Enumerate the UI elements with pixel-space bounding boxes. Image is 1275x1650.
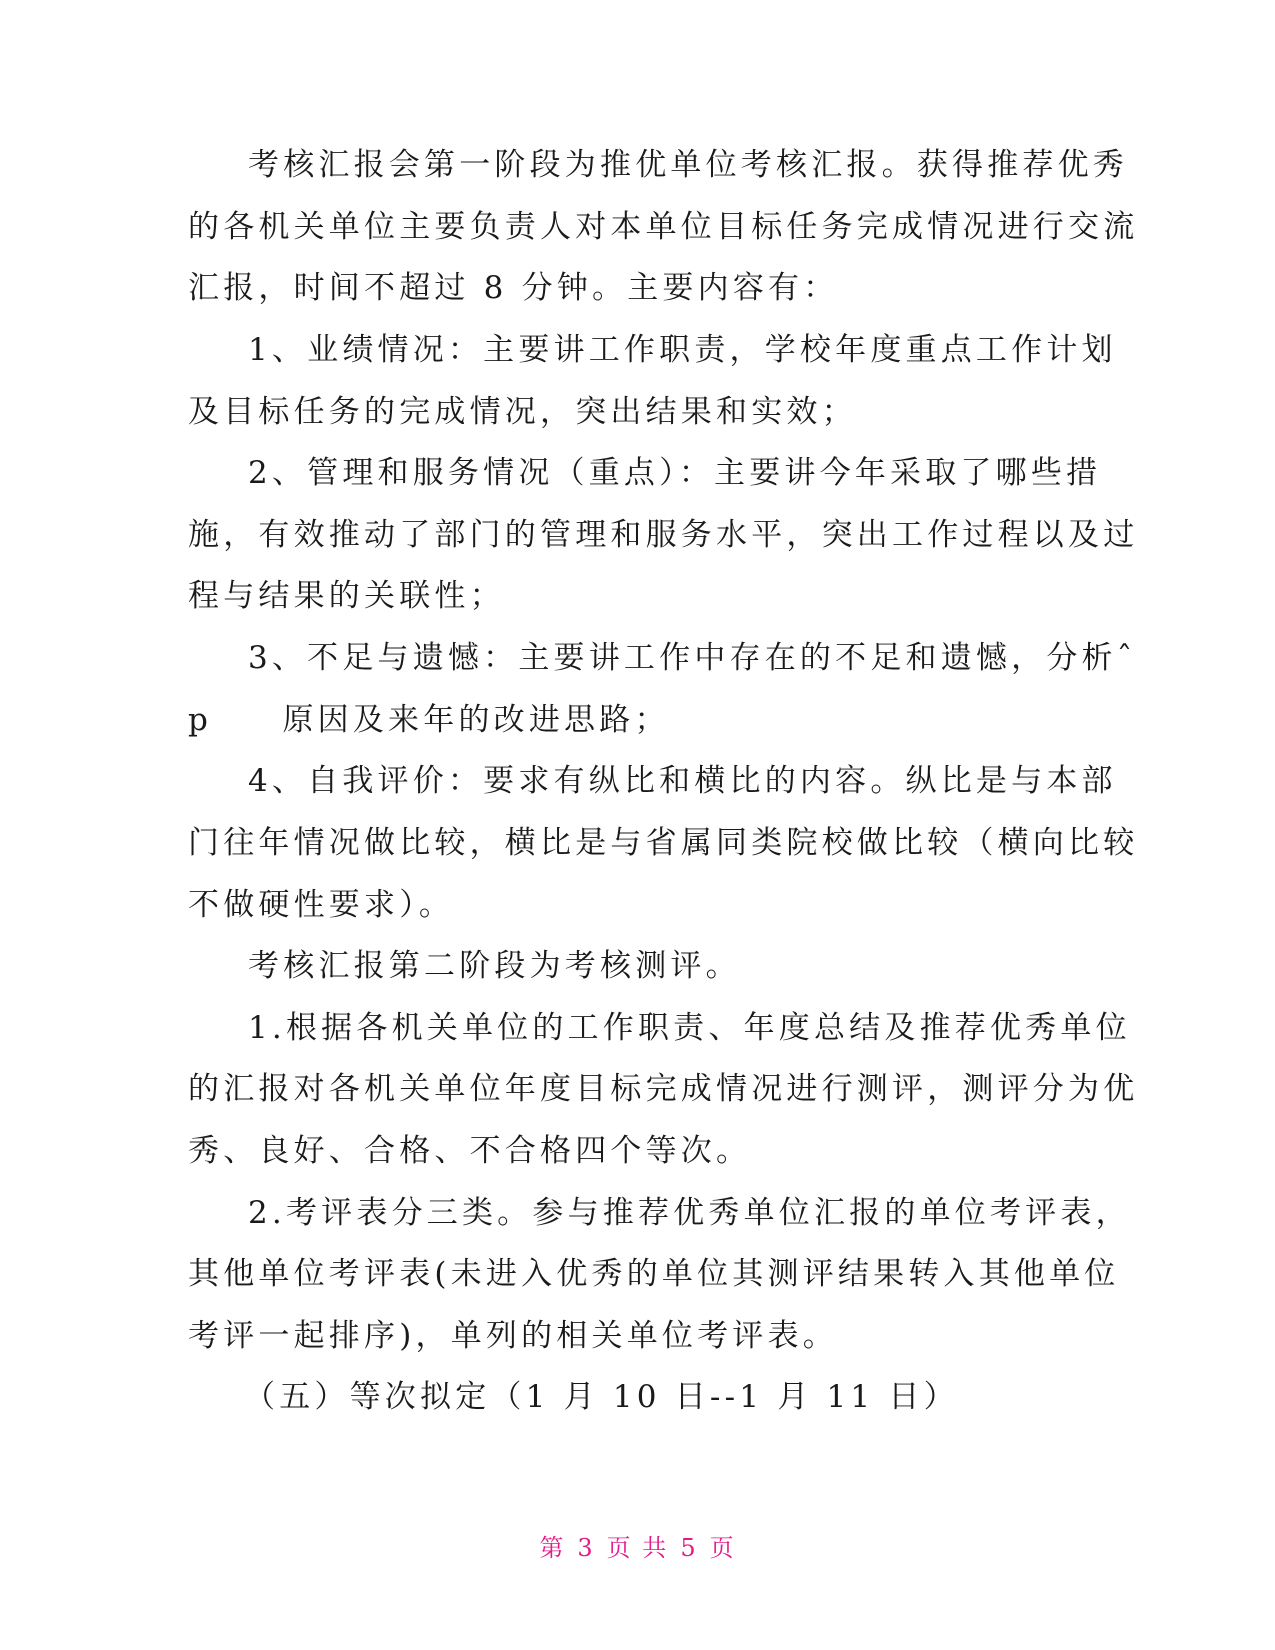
list-item-line: 其他单位考评表(未进入优秀的单位其测评结果转入其他单位 (188, 1256, 1120, 1292)
paragraph-line: 考核汇报会第一阶段为推优单位考核汇报。获得推荐优秀 (248, 147, 1128, 183)
list-item-line: 的汇报对各机关单位年度目标完成情况进行测评，测评分为优 (188, 1071, 1139, 1107)
footer-middle: 页 共 (606, 1534, 669, 1562)
page-footer (0, 1528, 1275, 1563)
list-item-line: 3、不足与遗憾：主要讲工作中存在的不足和遗憾，分析ˆ (248, 640, 1137, 676)
paragraph-line: 汇报，时间不超过 8 分钟。主要内容有： (188, 270, 839, 306)
list-item-line: 及目标任务的完成情况，突出结果和实效； (188, 394, 857, 430)
footer-total-pages: 5 (680, 1534, 698, 1562)
list-item-line: 考评一起排序)，单列的相关单位考评表。 (188, 1318, 838, 1354)
list-item-line: 1、业绩情况：主要讲工作职责，学校年度重点工作计划 (248, 332, 1117, 368)
list-item-line: 施，有效推动了部门的管理和服务水平，突出工作过程以及过 (188, 517, 1139, 553)
paragraph-line: 考核汇报第二阶段为考核测评。 (248, 948, 741, 984)
list-item-line: p 原因及来年的改进思路； (188, 702, 670, 738)
list-item-line: 1.根据各机关单位的工作职责、年度总结及推荐优秀单位 (248, 1010, 1131, 1046)
footer-suffix: 页 (709, 1534, 736, 1562)
list-item-line: 不做硬性要求）。 (188, 887, 455, 923)
list-item-line: 2、管理和服务情况（重点）：主要讲今年采取了哪些措 (248, 455, 1102, 491)
list-item-line: 秀、良好、合格、不合格四个等次。 (188, 1133, 752, 1169)
footer-current-page: 3 (577, 1534, 595, 1562)
footer-prefix: 第 (539, 1534, 566, 1562)
list-item-line: 程与结果的关联性； (188, 578, 505, 614)
paragraph-line: 的各机关单位主要负责人对本单位目标任务完成情况进行交流 (188, 209, 1139, 245)
list-item-line: 门往年情况做比较，横比是与省属同类院校做比较（横向比较 (188, 825, 1139, 861)
list-item-line: 4、自我评价：要求有纵比和横比的内容。纵比是与本部 (248, 763, 1117, 799)
list-item-line: 2.考评表分三类。参与推荐优秀单位汇报的单位考评表， (248, 1195, 1131, 1231)
section-heading: （五）等次拟定（1 月 10 日--1 月 11 日） (244, 1379, 959, 1415)
